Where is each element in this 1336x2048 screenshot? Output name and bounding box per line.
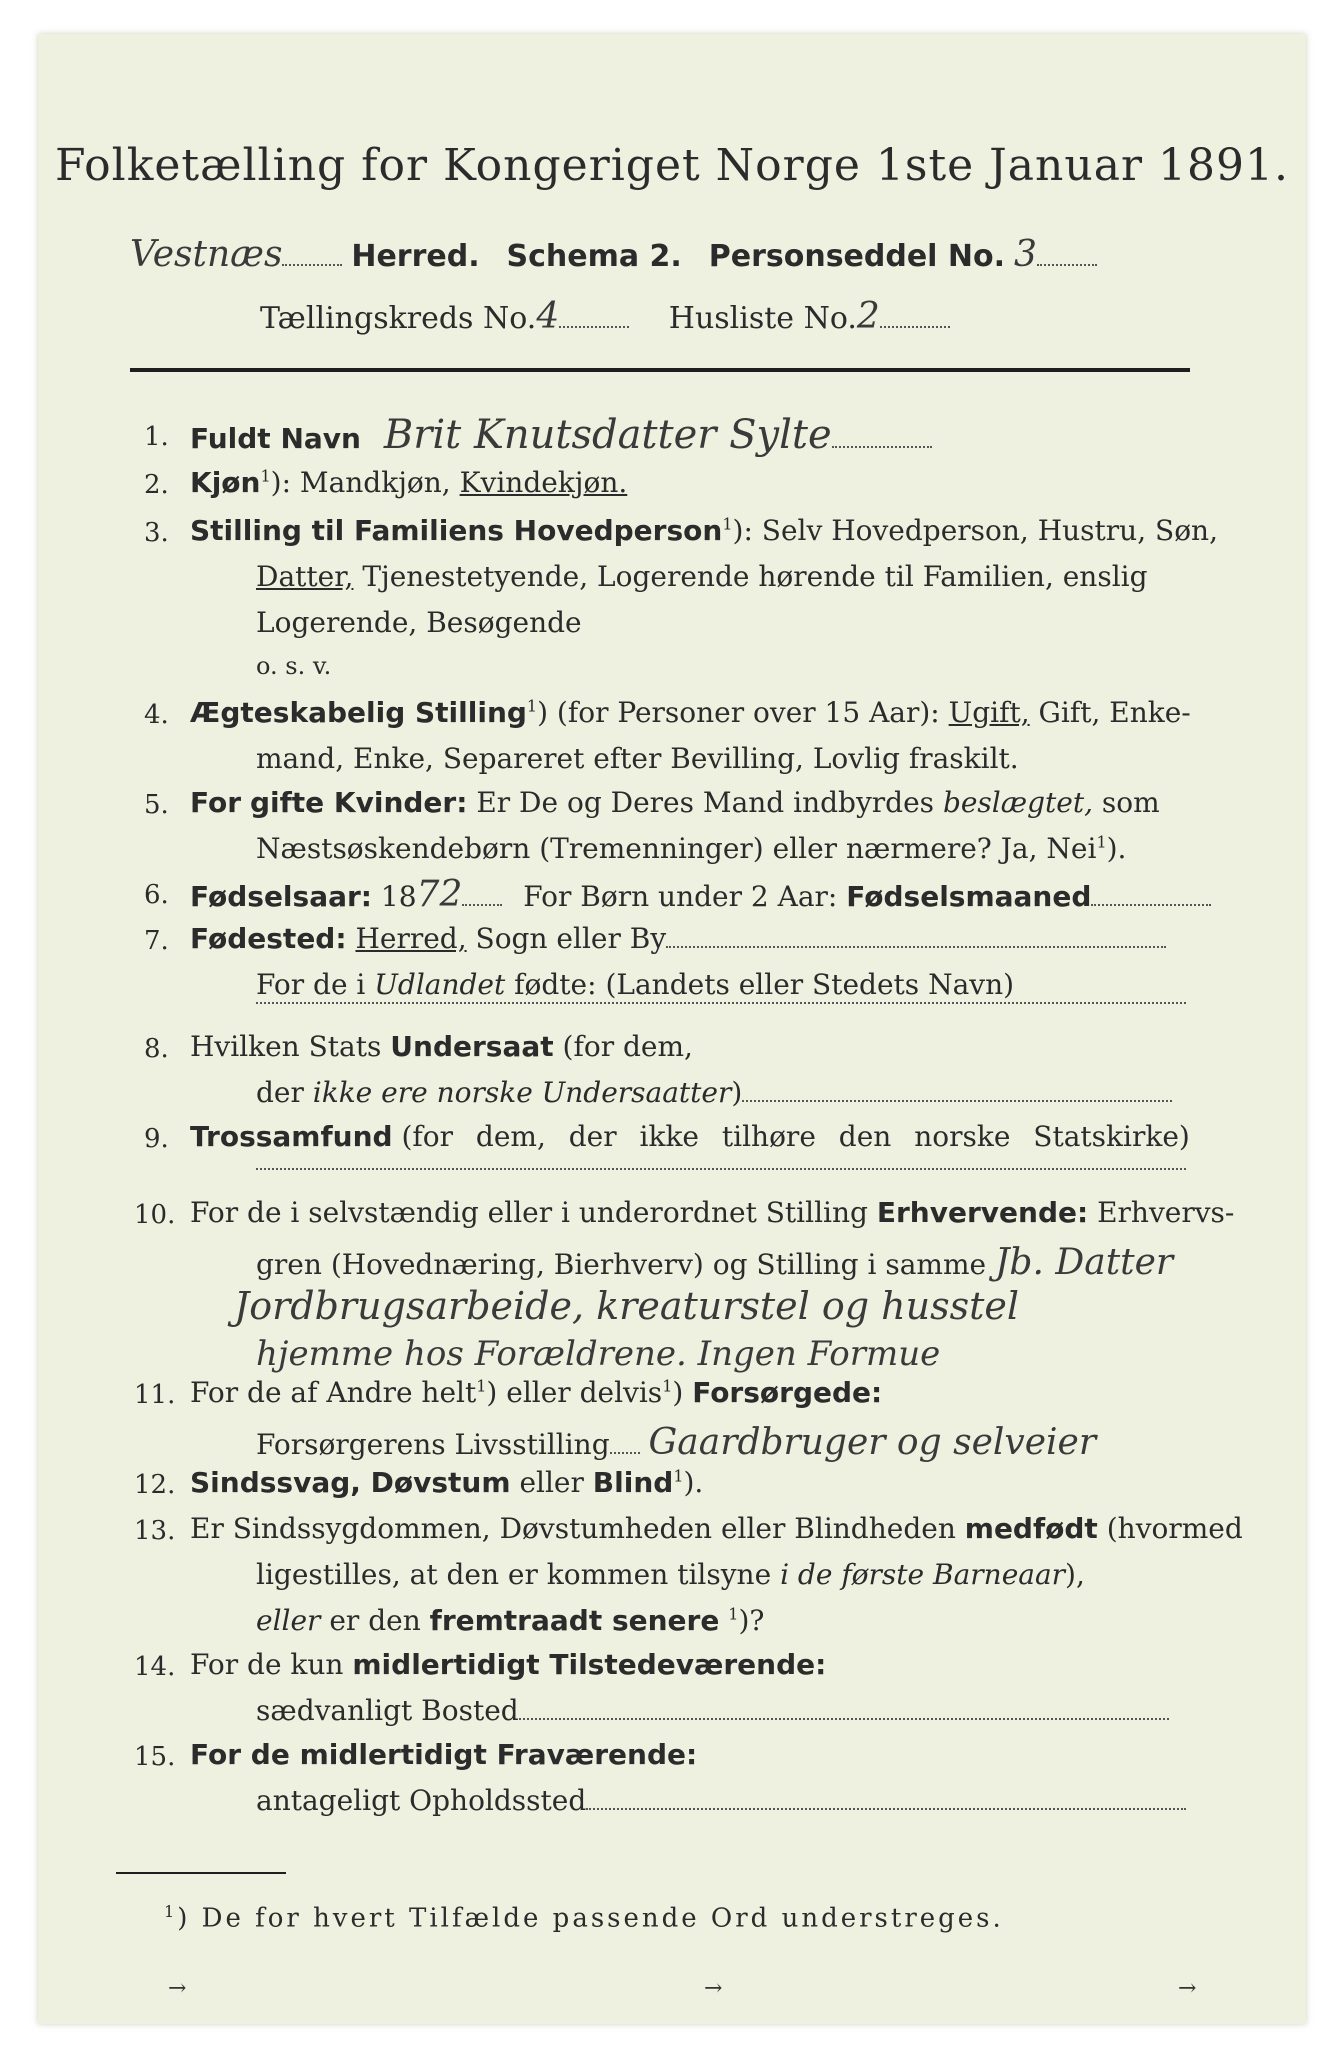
footnote-mark: 1 [673,1466,684,1486]
temporary-absent-row [190,1738,697,1771]
dotted-line [256,1168,1186,1170]
birthplace-label: Fødested: [190,922,347,955]
congenital-text: Er Sindssygdommen, Døvstumheden eller Blindheden [190,1512,956,1545]
dependent-row: For de af Andre helt$^1$) eller delvis$^1$) Forsørgede: [190,1376,883,1409]
citizenship-row-2: der ikke ere norske Undersaatter) [256,1076,1172,1109]
position-text: Tjenestetyende, Logerende hørende til Familien, enslig [362,560,1148,593]
occupation-hand: hjemme hos Forældrene. Ingen Formue [256,1334,941,1374]
husliste-value: 2 [856,296,880,337]
item-number: 15. [134,1742,176,1772]
dotted-line [1091,904,1211,906]
married-women-italic: beslægtet, [942,786,1093,819]
married-women-label: For [190,786,242,819]
birthplace-selected: Herred, [355,922,467,955]
birthplace-italic: Udlandet [374,968,506,1001]
occupation-row [190,1196,1234,1229]
footnote-mark: 1 [476,1376,487,1396]
herred-label: Herred. [351,239,480,274]
congenital-text: er den [329,1604,421,1637]
schema-label: Schema 2. [506,239,682,274]
occupation-label: Erhvervende: [876,1196,1089,1229]
item-number: 11. [134,1380,176,1410]
congenital-text: ligestilles, at den er kommen tilsyne [256,1558,772,1591]
birthplace-text: fødte: (Landets eller Stedets Navn) [514,968,1015,1001]
dotted-line [519,1718,1169,1720]
birthplace-row [190,922,1166,955]
position-selected: Datter, [256,560,354,593]
congenital-row-3: eller er den fremtraadt senere $^1$)? [256,1604,765,1637]
item-number: 13. [134,1516,176,1546]
item-number: 1. [144,422,169,452]
marital-row [190,696,1191,729]
occupation-text: gren (Hovednæring, Bierhverv) og Stilling i samme [256,1248,987,1281]
religion-row [190,1120,1190,1153]
disability-label: Sindssvag, Døvstum [190,1466,511,1499]
full-name-row [190,412,932,458]
item-number: 5. [144,790,169,820]
footnote-rule [116,1872,286,1874]
footnote-mark: 1 [728,1604,739,1624]
dotted-line [282,264,342,266]
footnote [164,1902,1004,1934]
position-text: o. s. v. [256,652,332,680]
birth-year-text: For Børn under 2 Aar: [523,880,838,913]
religion-label: Trossamfund [190,1120,393,1153]
disability-row: Sindssvag, Døvstum eller Blind$^1$). [190,1466,704,1499]
congenital-italic: i de første Barneaar [780,1558,1066,1591]
married-women-text: Er De og Deres Mand indbyrdes [476,786,935,819]
footnote-mark: 1 [164,1902,178,1921]
position-row [190,514,1218,547]
mark: → [168,1976,187,2001]
dotted-line [666,946,1166,948]
full-name-value: Brit Knutsdatter Sylte [383,412,832,458]
gender-selected: Kvindekjøn. [459,466,628,499]
item-number: 2. [144,470,169,500]
dependent-hand: Gaardbruger og selveier [648,1422,1097,1463]
dependent-row-2 [256,1422,1096,1463]
footnote-mark: 1 [260,466,271,486]
citizenship-label: Undersaat [390,1030,554,1063]
item-number: 4. [144,700,169,730]
married-women-text: Næstsøskendebørn (Tremenninger) eller nærmere? Ja, Nei [256,832,1097,865]
marital-text: Gift, Enke- [1038,696,1191,729]
kreds-label: Tællingskreds No. [260,301,537,336]
congenital-row-2: ligestilles, at den er kommen tilsyne i de første Barneaar), [256,1558,1085,1591]
header-rule [130,368,1190,372]
occupation-row-2 [256,1242,1173,1283]
religion-text: (for dem, der ikke tilhøre den norske Statskirke) [401,1120,1190,1153]
item-number: 12. [134,1470,176,1500]
gender-text: ): Mandkjøn, [270,466,451,499]
temporary-present-label: midlertidigt Tilstedeværende: [352,1648,827,1681]
husliste-label: Husliste No. [668,301,857,336]
temporary-present-text: sædvanligt Bosted [256,1694,519,1727]
citizenship-italic: ikke ere norske Undersaatter [312,1076,732,1109]
item-number: 10. [134,1200,176,1230]
temporary-absent-label: For de midlertidigt Fraværende: [190,1738,698,1771]
marital-text: mand, Enke, Separeret efter Bevilling, Lovlig fraskilt. [256,742,1019,775]
birthplace-text: Sogn eller By [475,922,667,955]
birth-year-row [190,874,1211,915]
dotted-line [610,1452,640,1454]
birth-year-value: 72 [416,874,463,915]
birthplace-row-2 [256,968,1014,1001]
footnote-mark: 1 [526,696,538,716]
disability-text: eller [519,1466,584,1499]
gender-label: Kjøn [190,466,261,499]
dotted-line [880,326,950,328]
citizenship-text: Hvilken Stats [190,1030,382,1063]
position-text: ): Selv Hovedperson, Hustru, Søn, [732,514,1218,547]
congenital-label: fremtraadt senere [429,1604,720,1637]
congenital-label: medfødt [964,1512,1098,1545]
dotted-line [559,326,629,328]
dotted-line [586,1808,1186,1810]
temporary-present-row [190,1648,826,1681]
congenital-text: (hvormed [1106,1512,1243,1545]
footnote-mark: 1 [722,514,733,534]
kreds-value: 4 [536,296,560,337]
position-row-2 [256,560,1148,593]
personseddel-label: Personseddel No. [708,239,1006,274]
citizenship-text: (for dem, [562,1030,693,1063]
form-title: Folketælling for Kongeriget Norge 1ste Januar 1891. [55,140,1289,191]
dependent-text: Forsørgerens Livsstilling [256,1428,610,1461]
marital-text: ) (for Personer over 15 Aar): [537,696,940,729]
birthplace-text: For de i [256,968,366,1001]
full-name-label: Fuldt Navn [190,422,361,455]
temporary-absent-text: antageligt Opholdssted [256,1784,587,1817]
herred-value: Vestnæs [130,234,283,275]
mark: → [1178,1976,1197,2001]
item-number: 8. [144,1034,169,1064]
dotted-line [742,1100,1172,1102]
herred-line [130,234,1097,275]
occupation-text: For de i selvstændig eller i underordnet Stilling [190,1196,868,1229]
dotted-line [832,446,932,448]
occupation-text: Erhvervs- [1097,1196,1235,1229]
birth-year-prefix: 18 [380,880,417,913]
married-women-text: som [1101,786,1160,819]
kreds-line [260,296,950,337]
temporary-absent-row-2 [256,1784,1186,1817]
marital-selected: Ugift, [948,696,1030,729]
position-text: Logerende, Besøgende [256,606,582,639]
item-number: 14. [134,1652,176,1682]
congenital-row [190,1512,1243,1545]
personseddel-value: 3 [1013,234,1037,275]
birth-year-label: Fødselsaar: [190,880,372,913]
dependent-text: For de af Andre helt [190,1376,477,1409]
married-women-row [190,786,1160,819]
item-number: 3. [144,518,169,548]
married-women-row-2: Næstsøskendebørn (Tremenninger) eller nærmere? Ja, Nei$^1$). [256,832,1127,865]
disability-label: Blind [592,1466,674,1499]
dependent-text: ) eller delvis [486,1376,663,1409]
footnote-mark: 1 [662,1376,673,1396]
position-label: Stilling til Familiens Hovedperson [190,514,723,547]
citizenship-row [190,1030,693,1063]
dotted-line [462,904,502,906]
occupation-hand: Jordbrugsarbeide, kreaturstel og husstel [234,1284,1020,1328]
citizenship-text: der [256,1076,304,1109]
footnote-text: ) De for hvert Tilfælde passende Ord understreges. [177,1903,1004,1934]
congenital-italic: eller [256,1604,321,1637]
married-women-label: gifte Kvinder: [249,786,468,819]
dotted-line [1037,264,1097,266]
gender-row [190,466,627,499]
footnote-mark: 1 [1096,832,1107,852]
dotted-line [256,1002,1186,1004]
temporary-present-text: For de kun [190,1648,344,1681]
birth-month-label: Fødselsmaaned [846,880,1092,913]
occupation-hand: Jb. Datter [995,1242,1174,1283]
census-form [38,34,1306,2024]
item-number: 6. [144,880,169,910]
mark: → [704,1976,723,2001]
item-number: 9. [144,1124,169,1154]
marital-label: Ægteskabelig Stilling [190,696,527,729]
dependent-label: Forsørgede: [692,1376,883,1409]
item-number: 7. [144,926,169,956]
temporary-present-row-2 [256,1694,1169,1727]
